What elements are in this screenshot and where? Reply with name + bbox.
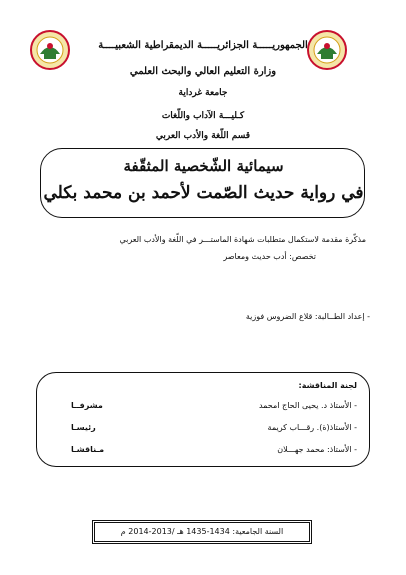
thesis-title-line1: سيمائية الشّخصية المثقّفة: [123, 157, 284, 175]
student-line: - إعداد الطــالبة: قلاع الضروس فوزية: [245, 312, 370, 321]
university-line: جامعة غرداية: [178, 88, 228, 98]
academic-year: السنة الجامعية: 1434-1435 هـ /2013-2014 م: [120, 527, 284, 536]
republic-line: الجمهوريـــــة الجزائريـــــة الديمقراطية الشعبيــــة: [98, 40, 308, 51]
member-role: رئيسـا: [71, 423, 96, 432]
thesis-title-line2: في رواية حديث الصّمت لأحمد بن محمد بكلي: [43, 183, 364, 203]
member-name: - الأستاذ(ة). رقـــاب كريمة: [267, 423, 357, 432]
committee-heading: لجنة المناقشة:: [298, 381, 357, 390]
academic-year-box: [92, 520, 312, 544]
member-name: - الأستاذ: محمد جهـــلان: [277, 445, 357, 454]
member-name: - الأستاذ د. يحيى الحاج امحمد: [258, 401, 357, 410]
committee-box: [36, 372, 370, 467]
ministry-line: وزارة التعليم العالي والبحث العلمي: [129, 66, 277, 77]
committee-member: [47, 401, 357, 415]
member-role: مشرفــا: [71, 401, 103, 410]
faculty-line: كـليـــة الآداب واللّغات: [161, 111, 245, 121]
title-box: [40, 148, 365, 218]
committee-member: [47, 423, 357, 437]
department-line: قسم اللّغة والأدب العربي: [155, 131, 251, 141]
member-role: مـناقشـا: [71, 445, 105, 454]
memo-specialty: تخصص: أدب حديث ومعاصر: [223, 252, 316, 261]
committee-member: [47, 445, 357, 459]
memo-purpose: مذكّرة مقدمة لاستكمال متطلبات شهادة الماستـــر في اللّغة والأدب العربي: [119, 235, 366, 244]
